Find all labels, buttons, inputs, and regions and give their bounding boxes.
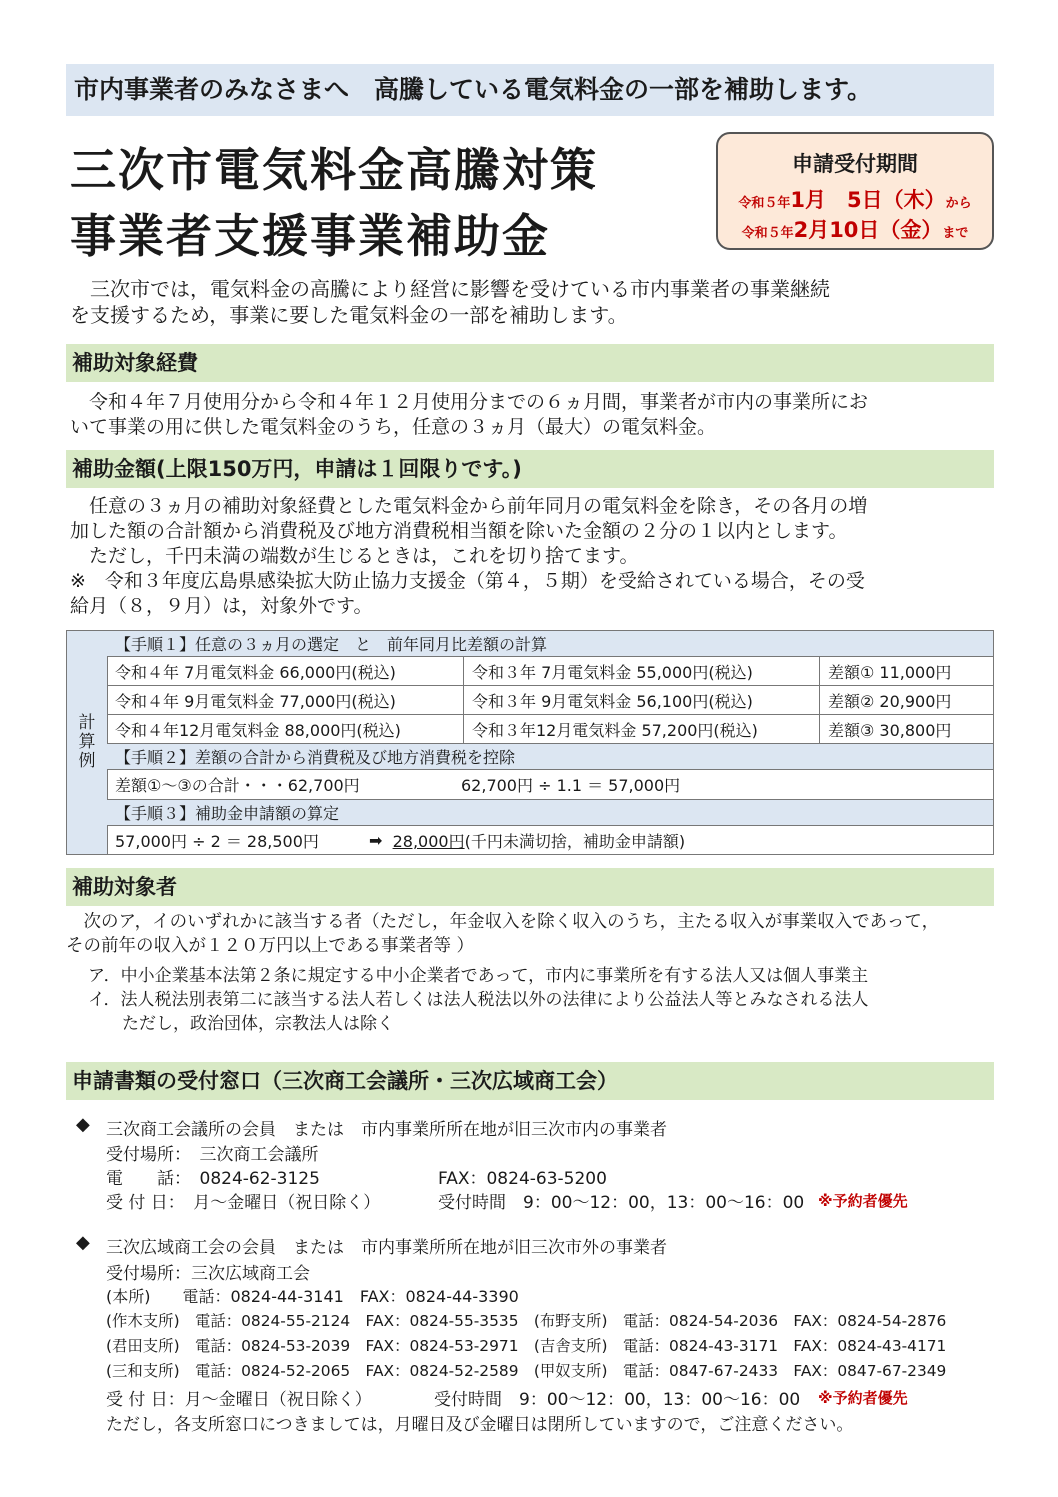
previous-fee: 令和３年12月電気料金 57,200円(税込) xyxy=(463,715,819,743)
window-a-tel: 電 話： 0824-62-3125 xyxy=(106,1169,320,1189)
target-text xyxy=(66,910,994,958)
amount-line: 給月（８，９月）は，対象外です。 xyxy=(70,595,373,617)
calc-row xyxy=(107,686,993,715)
current-fee: 令和４年 9月電気料金 77,000円(税込) xyxy=(115,691,396,711)
target-line: 次のア，イのいずれかに該当する者（ただし，年金収入を除く収入のうち，主たる収入が事業収入であって， xyxy=(66,912,940,932)
diamond-bullet-icon: ◆ xyxy=(76,1232,90,1253)
intro-line: を支援するため，事業に要した電気料金の一部を補助します。 xyxy=(70,303,628,327)
window-a-hours: 受付時間 9：00～12：00，13：00～16：00 xyxy=(438,1193,805,1213)
window-b-branch: (作木支所) 電話：0824-55-2124 FAX：0824-55-3535 (布野支所) 電話：0824-54-2036 FAX：0824-54-2876 xyxy=(106,1312,947,1330)
window-a-priority: ※予約者優先 xyxy=(818,1192,908,1210)
result-amount: 28,000円 xyxy=(392,831,465,851)
previous-fee: 令和３年 7月電気料金 55,000円(税込) xyxy=(463,657,819,685)
calc-label xyxy=(67,631,108,854)
window-a-place: 受付場所： 三次商工会議所 xyxy=(106,1145,319,1165)
amount-text xyxy=(70,494,995,619)
window-b-branch: (三和支所) 電話：0824-52-2065 FAX：0824-52-2589 (甲奴支所) 電話：0847-67-2433 FAX：0847-67-2349 xyxy=(106,1362,947,1380)
step3-calc: 57,000円 ÷ 2 ＝ 28,500円 xyxy=(115,831,319,851)
title-line-2: 事業者支援事業補助金 xyxy=(70,209,550,263)
difference: 差額③ 30,800円 xyxy=(819,715,993,743)
target-item: イ．法人税法別表第二に該当する法人若しくは法人税法以外の法律により公益法人等とみなされる法人 xyxy=(88,990,869,1010)
calc-step1-header xyxy=(107,631,993,657)
calc-step3-row xyxy=(107,826,993,854)
title-line-1: 三次市電気料金高騰対策 xyxy=(70,143,598,197)
target-item: ア．中小企業基本法第２条に規定する中小企業者であって，市内に事業所を有する法人又は個人事業主 xyxy=(88,966,869,986)
section-title-amount: 補助金額(上限150万円，申請は１回限りです。) xyxy=(66,450,994,488)
amount-line: ※ 令和３年度広島県感染拡大防止協力支援金（第４，５期）を受給されている場合，その受 xyxy=(70,570,865,592)
period-heading: 申請受付期間 xyxy=(792,152,918,176)
window-b-hours: 受付時間 9：00～12：00，13：00～16：00 xyxy=(434,1390,801,1410)
calc-label-char: 計 xyxy=(78,713,96,733)
window-b-note: ただし，各支所窓口につきましては，月曜日及び金曜日は閉所していますので，ご注意ください。 xyxy=(106,1415,854,1435)
section-title-target: 補助対象者 xyxy=(66,868,994,906)
period-start xyxy=(718,184,992,214)
difference: 差額② 20,900円 xyxy=(819,686,993,714)
step3-result xyxy=(361,826,685,854)
calculation-example-table xyxy=(66,630,994,855)
expenses-line: いて事業の用に供した電気料金のうち，任意の３ヵ月（最大）の電気料金。 xyxy=(70,416,717,438)
difference: 差額① 11,000円 xyxy=(819,657,993,685)
calc-row xyxy=(107,657,993,686)
window-b-head: 三次広域商工会の会員 または 市内事業所所在地が旧三次市外の事業者 xyxy=(106,1238,667,1258)
window-b-branch: (君田支所) 電話：0824-53-2039 FAX：0824-53-2971 (吉舎支所) 電話：0824-43-3171 FAX：0824-43-4171 xyxy=(106,1337,947,1355)
intro-text xyxy=(70,276,995,328)
step1-title: 【手順１】任意の３ヵ月の選定 と 前年同月比差額の計算 xyxy=(115,635,548,654)
window-b-days: 受 付 日：月～金曜日（祝日除く） xyxy=(106,1390,372,1410)
window-b-place: 受付場所：三次広域商工会 xyxy=(106,1264,310,1284)
period-start-era: 令和５年 xyxy=(738,196,791,211)
current-fee: 令和４年 7月電気料金 66,000円(税込) xyxy=(115,662,396,682)
window-a-fax: FAX：0824-63-5200 xyxy=(438,1169,607,1189)
window-b-branch: (本所) 電話：0824-44-3141 FAX：0824-44-3390 xyxy=(106,1287,519,1306)
diamond-bullet-icon: ◆ xyxy=(76,1114,90,1135)
amount-line: ただし，千円未満の端数が生じるときは，これを切り捨てます。 xyxy=(70,545,639,567)
step2-sum: 差額①～③の合計・・・62,700円 xyxy=(115,776,360,795)
window-b-priority: ※予約者優先 xyxy=(818,1389,908,1407)
window-a-days: 受 付 日： 月～金曜日（祝日除く） xyxy=(106,1193,381,1213)
current-fee: 令和４年12月電気料金 88,000円(税込) xyxy=(115,720,401,740)
section-title-expenses: 補助対象経費 xyxy=(66,344,994,382)
amount-line: 任意の３ヵ月の補助対象経費とした電気料金から前年同月の電気料金を除き，その各月の増 xyxy=(70,495,868,517)
expenses-line: 令和４年７月使用分から令和４年１２月使用分までの６ヵ月間，事業者が市内の事業所にお xyxy=(70,391,869,413)
step2-title: 【手順２】差額の合計から消費税及び地方消費税を控除 xyxy=(115,748,516,767)
step2-calc: 62,700円 ÷ 1.1 ＝ 57,000円 xyxy=(461,776,681,795)
period-end-suffix: まで xyxy=(942,226,969,241)
expenses-text xyxy=(70,390,995,440)
calc-step3-header xyxy=(107,800,993,826)
step3-title: 【手順３】補助金申請額の算定 xyxy=(115,804,340,823)
header-banner: 市内事業者のみなさまへ 高騰している電気料金の一部を補助します。 xyxy=(66,64,994,116)
calc-label-char: 算 xyxy=(78,732,96,752)
period-end-era: 令和５年 xyxy=(741,226,794,241)
period-end-date: 2月10日（金） xyxy=(793,218,943,242)
target-items xyxy=(88,964,988,1036)
result-note: (千円未満切捨，補助金申請額) xyxy=(464,831,686,851)
target-item: ただし，政治団体，宗教法人は除く xyxy=(88,1014,394,1034)
calc-label-char: 例 xyxy=(78,751,96,771)
intro-line: 三次市では，電気料金の高騰により経営に影響を受けている市内事業者の事業継続 xyxy=(70,277,830,301)
previous-fee: 令和３年 9月電気料金 56,100円(税込) xyxy=(463,686,819,714)
amount-line: 加した額の合計額から消費税及び地方消費税相当額を除いた金額の２分の１以内とします。 xyxy=(70,520,848,542)
arrow-right-icon: ➡ xyxy=(369,830,383,850)
calc-step2-header xyxy=(107,744,993,770)
section-title-window: 申請書類の受付窓口（三次商工会議所・三次広域商工会） xyxy=(66,1062,994,1100)
period-start-suffix: から xyxy=(945,196,972,211)
calc-row xyxy=(107,715,993,744)
period-end xyxy=(718,214,992,244)
application-period-box xyxy=(716,132,994,250)
calc-step2-row xyxy=(107,770,993,800)
window-a-head: 三次商工会議所の会員 または 市内事業所所在地が旧三次市内の事業者 xyxy=(106,1120,667,1140)
period-start-date: 1月 5日（木） xyxy=(790,188,946,212)
target-line: その前年の収入が１２０万円以上である事業者等 ） xyxy=(66,936,475,956)
